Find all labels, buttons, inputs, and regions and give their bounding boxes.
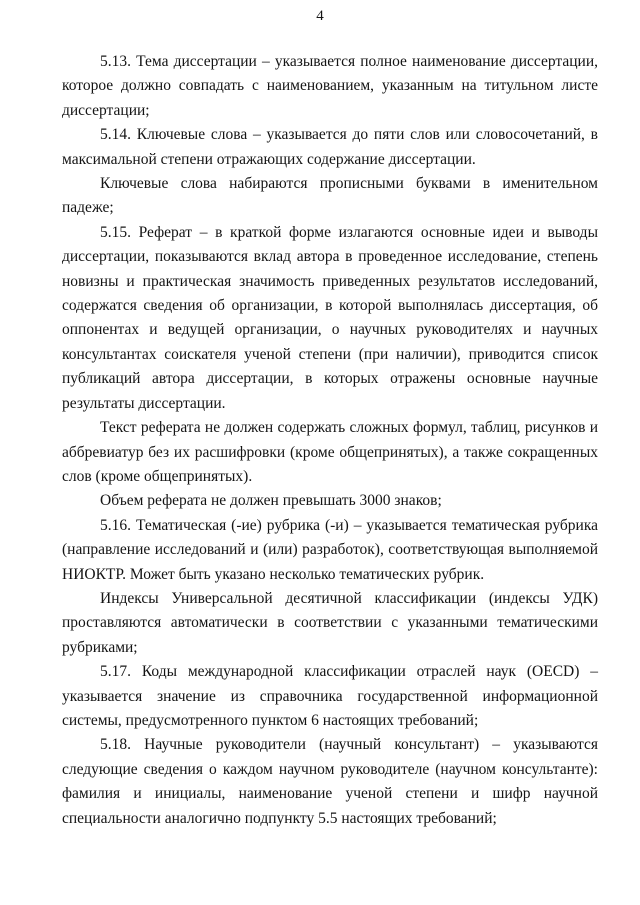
paragraph-5-17: 5.17. Коды международной классификации отраслей наук (OECD) – указывается значение из справочника государственной информационной системы, предусмотренного пунктом 6 настоящих требований; (62, 663, 598, 729)
paragraph-5-16: 5.16. Тематическая (-ие) рубрика (-и) – указывается тематическая рубрика (направление исследований и (или) разработок), соответствующая выполняемой НИОКТР. Может быть указано несколько тематических рубрик. (62, 516, 598, 583)
paragraph-5-18: 5.18. Научные руководители (научный консультант) – указываются следующие сведения о каждом научном руководителе (научном консультанте): фамилия и инициалы, наименование ученой степени и шифр научной специальности аналогично подпункту 5.5 настоящих требований; (62, 736, 598, 827)
paragraph-keywords-note: Ключевые слова набираются прописными буквами в именительном падеже; (62, 175, 598, 217)
page-number: 4 (316, 8, 324, 24)
paragraph-abstract-text-rule: Текст реферата не должен содержать сложных формул, таблиц, рисунков и аббревиатур без их расшифровки (кроме общепринятых), а также сокращенных слов (кроме общепринятых). (62, 419, 598, 485)
document-body (62, 50, 598, 831)
paragraph-udc-indexes: Индексы Универсальной десятичной классификации (индексы УДК) проставляются автоматически в соответствии с указанными тематическими рубриками; (62, 589, 598, 656)
paragraph-5-15: 5.15. Реферат – в краткой форме излагаются основные идеи и выводы диссертации, показываются вклад автора в проведенное исследование, степень новизны и практическая значимость приведенных результатов исследований, содержатся сведения об организации, в которой выполнялась диссертация, об оппонентах и ведущей организации, о научных руководителях и научных консультантах соискателя ученой степени (при наличии), приводится список публикаций автора диссертации, в которых отражены основные научные результаты диссертации. (62, 223, 598, 412)
paragraph-abstract-length: Объем реферата не должен превышать 3000 знаков; (100, 492, 442, 510)
paragraph-5-14: 5.14. Ключевые слова – указывается до пяти слов или словосочетаний, в максимальной степени отражающих содержание диссертации. (62, 126, 598, 168)
paragraph-5-13: 5.13. Тема диссертации – указывается полное наименование диссертации, которое должно совпадать с наименованием, указанным на титульном листе диссертации; (62, 53, 598, 119)
